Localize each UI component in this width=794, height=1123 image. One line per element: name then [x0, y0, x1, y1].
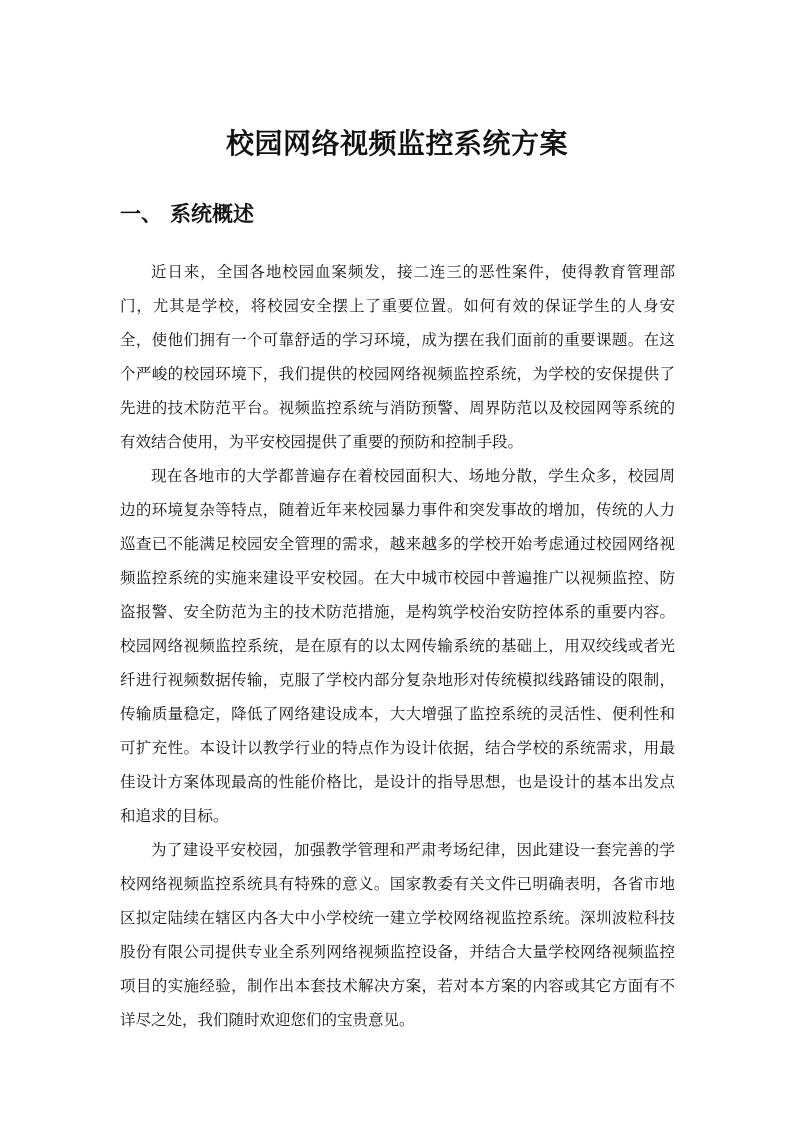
paragraph-3: 为了建设平安校园，加强教学管理和严肃考场纪律，因此建设一套完善的学校网络视频监控系统具有特殊的意义。国家教委有关文件已明确表明，各省市地区拟定陆续在辖区内各大中小学校统一建立学校网络视监控系统。深圳波粒科技股份有限公司提供专业全系列网络视频监控设备，并结合大量学校网络视频监控项目的实施经验，制作出本套技术解决方案，若对本方案的内容或其它方面有不详尽之处，我们随时欢迎您们的宝贵意见。 [120, 841, 675, 1029]
document-title: 校园网络视频监控系统方案 [225, 127, 568, 160]
section-heading [120, 197, 680, 231]
section-number: 一、 [120, 201, 162, 226]
paragraph-1: 近日来，全国各地校园血案频发，接二连三的恶性案件，使得教育管理部门，尤其是学校，将校园安全摆上了重要位置。如何有效的保证学生的人身安全，使他们拥有一个可靠舒适的学习环境，成为摆在我们面前的重要课题。在这个严峻的校园环境下，我们提供的校园网络视频监控系统，为学校的安保提供了先进的技术防范平台。视频监控系统与消防预警、周界防范以及校园网等系统的有效结合使用，为平安校园提供了重要的预防和控制手段。 [120, 263, 675, 451]
section-heading-text: 系统概述 [170, 201, 254, 226]
document-body [120, 255, 675, 1037]
paragraph-2: 现在各地市的大学都普遍存在着校园面积大、场地分散，学生众多，校园周边的环境复杂等特点，随着近年来校园暴力事件和突发事故的增加，传统的人力巡查已不能满足校园安全管理的需求，越来越多的学校开始考虑通过校园网络视频监控系统的实施来建设平安校园。在大中城市校园中普遍推广以视频监控、防盗报警、安全防范为主的技术防范措施，是构筑学校治安防控体系的重要内容。校园网络视频监控系统，是在原有的以太网传输系统的基础上，用双绞线或者光纤进行视频数据传输，克服了学校内部分复杂地形对传统模拟线路铺设的限制，传输质量稳定，降低了网络建设成本，大大增强了监控系统的灵活性、便利性和可扩充性。本设计以教学行业的特点作为设计依据，结合学校的系统需求，用最佳设计方案体现最高的性能价格比，是设计的指导思想，也是设计的基本出发点和追求的目标。 [120, 467, 675, 825]
